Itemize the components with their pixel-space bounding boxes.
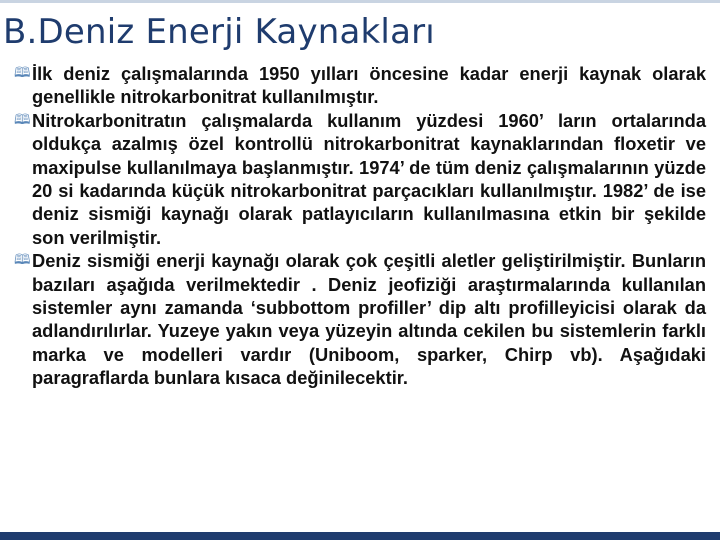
- bullet-item-1: [14, 62, 706, 109]
- open-book-icon: 🕮: [14, 65, 31, 81]
- slide-content: [0, 58, 720, 532]
- open-book-icon: 🕮: [14, 252, 31, 269]
- bullet-text-2: Nitrokarbonitratın çalışmalarda kullanım yüzdesi 1960’ ların ortalarında oldukça azalmış özel kontrollü nitrokarbonitrat kaynaklarından floxetir ve maxipulse kullanılmaya başlanmıştır. 1974’ de tüm deniz çalışmalarının yüzde 20 si kadarında küçük nitrokarbonitrat parçacıkları kullanılmıştır. 1982’ de ise deniz sismiği kaynağı olarak patlayıcıların kullanılmasına etkin bir şekilde son verilmiştir.: [32, 109, 706, 248]
- bullet-text-1: İlk deniz çalışmalarında 1950 yılları öncesine kadar enerji kaynak olarak genellikle nitrokarbonitrat kullanılmıştır.: [32, 63, 706, 108]
- bullet-list: [14, 62, 706, 390]
- bottom-accent-band: [0, 532, 720, 540]
- open-book-icon: 🕮: [14, 111, 31, 128]
- bullet-text-3: Deniz sismiği enerji kaynağı olarak çok çeşitli aletler geliştirilmiştir. Bunların bazıları aşağıda verilmektedir . Deniz jeofiziği araştırmalarında kullanılan sistemler aynı zamanda ‘subbottom profiller’ dip altı profilleyicisi olarak da adlandırılırlar. Yuzeye yakın veya yüzeyin altında cekilen bu sistemlerin farklı marka ve modelleri vardır (Uniboom, sparker, Chirp vb). Aşağıdaki paragraflarda bunlara kısaca değinilecektir.: [32, 250, 706, 389]
- bullet-item-3: [14, 249, 706, 389]
- slide-title: B.Deniz Enerji Kaynakları: [3, 12, 435, 52]
- bullet-item-2: [14, 109, 706, 249]
- title-band: [0, 0, 720, 62]
